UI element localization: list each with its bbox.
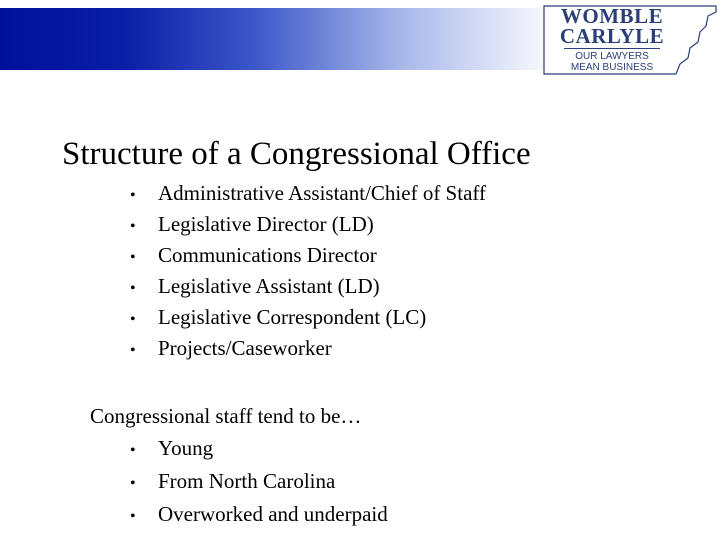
list-item	[130, 303, 486, 334]
list-item-text: Legislative Assistant (LD)	[158, 274, 380, 298]
logo-name-line1: WOMBLE	[560, 4, 664, 28]
bullet-icon: •	[130, 311, 136, 328]
list-item-text: Administrative Assistant/Chief of Staff	[158, 181, 487, 205]
list-item-text: Legislative Correspondent (LC)	[158, 305, 427, 329]
logo-tagline-line2: MEAN BUSINESS	[570, 62, 654, 73]
womble-carlyle-logo	[540, 2, 720, 78]
bullet-icon: •	[130, 442, 136, 459]
staff-subheading: Congressional staff tend to be…	[90, 404, 362, 428]
list-item	[130, 499, 388, 532]
slide-title: Structure of a Congressional Office	[62, 136, 531, 172]
bullet-icon: •	[130, 508, 136, 525]
bullet-icon: •	[130, 280, 136, 297]
bullet-icon: •	[130, 342, 136, 359]
list-item	[130, 210, 486, 241]
list-item-text: Legislative Director (LD)	[158, 212, 374, 236]
list-item	[130, 334, 486, 365]
list-item-text: Young	[158, 436, 214, 460]
list-item-text: Overworked and underpaid	[158, 502, 388, 526]
header-banner	[0, 8, 560, 70]
bullet-icon: •	[130, 187, 136, 204]
logo-name-line2: CARLYLE	[559, 24, 665, 48]
list-item	[130, 466, 388, 499]
bullet-icon: •	[130, 249, 136, 266]
staff-traits-list	[130, 433, 388, 532]
logo-text	[552, 6, 672, 73]
bullet-icon: •	[130, 218, 136, 235]
logo-divider	[564, 48, 660, 49]
list-item	[130, 179, 486, 210]
list-item-text: Communications Director	[158, 243, 377, 267]
list-item-text: From North Carolina	[158, 469, 336, 493]
list-item	[130, 433, 388, 466]
office-roles-list	[130, 179, 486, 365]
list-item-text: Projects/Caseworker	[158, 336, 332, 360]
bullet-icon: •	[130, 475, 136, 492]
list-item	[130, 241, 486, 272]
logo-tagline-line1: OUR LAWYERS	[575, 51, 649, 62]
list-item	[130, 272, 486, 303]
